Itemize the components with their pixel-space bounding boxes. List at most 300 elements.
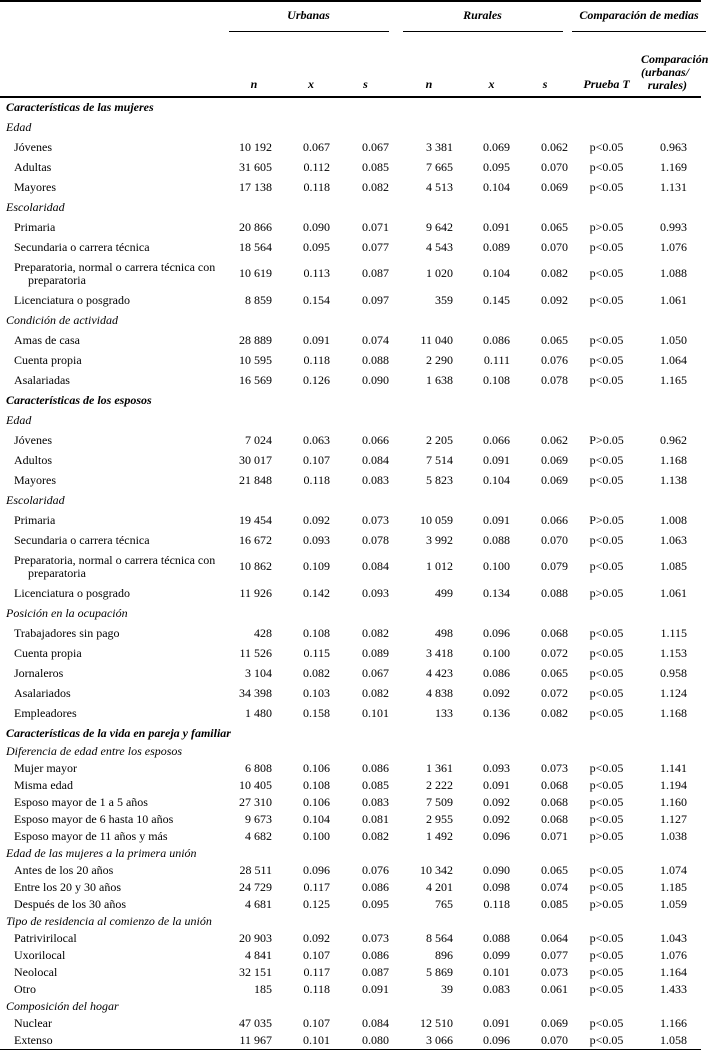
cell-un: 11 526 (239, 645, 272, 660)
cell-un: 6 808 (245, 761, 272, 775)
cell-un: 4 682 (245, 829, 272, 843)
cell-us: 0.074 (362, 332, 390, 347)
cell-us: 0.073 (362, 931, 390, 945)
cell-us: 0.082 (362, 829, 390, 843)
cell-un: 185 (254, 982, 272, 996)
cell-rs: 0.065 (541, 219, 569, 234)
cell-ux: 0.092 (303, 512, 330, 527)
cell-ux: 0.101 (284, 1032, 338, 1049)
cell-pt: p<0.05 (589, 685, 624, 700)
cell-cmp: 1.433 (660, 982, 688, 996)
cell-rx: 0.083 (483, 982, 511, 996)
cell-pt: p<0.05 (589, 532, 624, 547)
cell-us: 0.087 (362, 965, 390, 979)
row-label: Esposo mayor de 1 a 5 años (14, 795, 148, 809)
cell-rn: 359 (435, 292, 454, 307)
cell-rn: 7 514 (426, 452, 454, 467)
row-label: Esposo mayor de 6 hasta 10 años (14, 812, 174, 826)
cell-rx: 0.088 (483, 532, 511, 547)
cell-rn: 4 543 (426, 239, 454, 254)
cell-rx: 0.096 (483, 625, 511, 640)
cell-ux: 0.115 (303, 645, 330, 660)
subsection-heading-row (0, 913, 701, 930)
cell-rx: 0.066 (483, 432, 511, 447)
cell-rn: 896 (435, 948, 454, 962)
cell-ux: 0.092 (303, 931, 330, 945)
row-label: Adultas (14, 159, 52, 174)
cell-rn: 1 012 (426, 559, 454, 573)
cell-rx: 0.092 (483, 795, 511, 809)
row-label: Empleadores (14, 705, 77, 720)
row-label: Patrivirilocal (14, 931, 77, 945)
row-label: Uxorilocal (14, 948, 66, 962)
cell-rs: 0.070 (518, 1032, 572, 1049)
table-row (0, 930, 701, 947)
col-header-n-rurales: n (393, 38, 465, 97)
cell-us: 0.086 (362, 880, 390, 894)
cell-rx: 0.104 (483, 266, 511, 280)
cell-rs: 0.077 (541, 948, 569, 962)
cell-us: 0.097 (362, 292, 390, 307)
cell-rs: 0.088 (541, 585, 569, 600)
table-row (0, 530, 701, 550)
cell-rn: 133 (435, 705, 454, 720)
table-row (0, 450, 701, 470)
cell-rs: 0.069 (541, 472, 569, 487)
cell-cmp: 1.141 (660, 761, 688, 775)
cell-rx: 0.098 (483, 880, 511, 894)
cell-rn: 1 361 (426, 761, 454, 775)
cell-ux: 0.108 (303, 625, 330, 640)
table-row (0, 981, 701, 998)
col-header-prueba-t: Prueba T (572, 38, 641, 97)
row-label: Trabajadores sin pago (14, 625, 120, 640)
cell-us: 0.066 (362, 432, 390, 447)
table-row (0, 510, 701, 530)
row-label: Jóvenes (14, 139, 52, 154)
cell-un: 20 866 (239, 219, 272, 234)
cell-cmp: 0.993 (660, 219, 688, 234)
table-row (0, 430, 701, 450)
cell-ux: 0.104 (303, 812, 330, 826)
cell-rn: 3 381 (426, 139, 454, 154)
cell-ux: 0.126 (303, 372, 330, 387)
cell-pt: p>0.05 (589, 897, 624, 911)
cell-cmp: 1.131 (660, 179, 688, 194)
cell-pt: p<0.05 (589, 372, 624, 387)
cell-us: 0.088 (362, 352, 390, 367)
cell-rs: 0.069 (541, 1016, 569, 1030)
cell-pt: p>0.05 (589, 585, 624, 600)
cell-rx: 0.090 (483, 863, 511, 877)
row-label: Antes de los 20 años (14, 863, 114, 877)
cell-pt: p<0.05 (589, 452, 624, 467)
cell-un: 28 511 (239, 863, 272, 877)
cell-un: 1 480 (245, 705, 272, 720)
cell-pt: p<0.05 (589, 559, 624, 573)
cell-un: 19 454 (239, 512, 272, 527)
cell-un: 17 138 (239, 179, 272, 194)
cell-rx: 0.096 (465, 1032, 518, 1049)
cell-rx: 0.099 (483, 948, 511, 962)
cell-rs: 0.068 (541, 778, 569, 792)
cell-us: 0.071 (362, 219, 390, 234)
cell-pt: p<0.05 (589, 179, 624, 194)
cell-cmp: 1.194 (660, 778, 688, 792)
cell-cmp: 1.138 (660, 472, 688, 487)
cell-ux: 0.117 (303, 965, 330, 979)
cell-ux: 0.108 (303, 778, 330, 792)
cell-rx: 0.088 (483, 931, 511, 945)
cell-rn: 8 564 (426, 931, 454, 945)
cell-rx: 0.100 (483, 645, 511, 660)
cell-rn: 10 342 (420, 863, 454, 877)
cell-ux: 0.106 (303, 795, 330, 809)
cell-ux: 0.118 (303, 352, 330, 367)
cell-rx: 0.104 (483, 472, 511, 487)
cell-rx: 0.118 (483, 897, 511, 911)
cell-rs: 0.064 (541, 931, 569, 945)
cell-ux: 0.091 (303, 332, 330, 347)
cell-rn: 39 (441, 982, 454, 996)
table-row (0, 237, 701, 257)
cell-us: 0.086 (362, 948, 390, 962)
cell-pt: p>0.05 (589, 219, 624, 234)
cell-pt: P>0.05 (589, 432, 624, 447)
row-label: Secundaria o carrera técnica (14, 532, 150, 547)
cell-rx: 0.091 (483, 219, 511, 234)
cell-pt: p<0.05 (589, 795, 624, 809)
cell-cmp: 1.088 (660, 266, 688, 280)
cell-pt: p<0.05 (589, 332, 624, 347)
cell-rn: 2 955 (426, 812, 454, 826)
cell-rs: 0.070 (541, 159, 569, 174)
cell-un: 21 848 (239, 472, 272, 487)
row-label: Escolaridad (6, 492, 65, 507)
table-row (0, 862, 701, 879)
col-header-s-urbanas: s (338, 38, 393, 97)
cell-ux: 0.109 (303, 559, 330, 573)
cell-cmp: 1.074 (660, 863, 688, 877)
cell-pt: p<0.05 (589, 665, 624, 680)
cell-us: 0.082 (362, 685, 390, 700)
table-row (0, 1015, 701, 1032)
cell-rs: 0.071 (541, 829, 569, 843)
row-label: Jóvenes (14, 432, 52, 447)
cell-rx: 0.091 (483, 512, 511, 527)
row-label: Diferencia de edad entre los esposos (6, 744, 183, 758)
cell-pt: p<0.05 (589, 761, 624, 775)
table-row (0, 663, 701, 683)
row-label: Edad (6, 119, 32, 134)
cell-cmp: 1.064 (660, 352, 688, 367)
cell-rx: 0.100 (483, 559, 511, 573)
cell-ux: 0.096 (303, 863, 330, 877)
cell-pt: p<0.05 (589, 863, 624, 877)
cell-rx: 0.089 (483, 239, 511, 254)
cell-cmp: 0.962 (660, 432, 688, 447)
cell-rs: 0.079 (541, 559, 569, 573)
row-label: Cuenta propia (14, 352, 82, 367)
cell-us: 0.076 (362, 863, 390, 877)
cell-us: 0.077 (362, 239, 390, 254)
cell-us: 0.080 (338, 1032, 393, 1049)
cell-cmp: 1.185 (660, 880, 688, 894)
table-row (0, 643, 701, 663)
cell-rx: 0.092 (483, 812, 511, 826)
cell-un: 20 903 (239, 931, 272, 945)
cell-pt: p<0.05 (589, 139, 624, 154)
row-label: Asalariados (14, 685, 71, 700)
cell-rn: 2 205 (426, 432, 454, 447)
cell-pt: p<0.05 (589, 778, 624, 792)
table-row (0, 157, 701, 177)
cell-un: 24 729 (239, 880, 272, 894)
cell-rx: 0.096 (483, 829, 511, 843)
row-label: Asalariadas (14, 372, 70, 387)
cell-pt: p<0.05 (589, 472, 624, 487)
cell-un: 11 967 (224, 1032, 284, 1049)
group-rurales: Rurales (393, 1, 572, 38)
cell-un: 7 024 (245, 432, 272, 447)
cell-ux: 0.125 (303, 897, 330, 911)
cell-ux: 0.113 (303, 266, 330, 280)
col-header-n-urbanas: n (224, 38, 284, 97)
cell-pt: p<0.05 (589, 982, 624, 996)
cell-cmp: 1.038 (660, 829, 688, 843)
cell-rn: 2 222 (426, 778, 454, 792)
cell-pt: p>0.05 (589, 829, 624, 843)
cell-us: 0.084 (362, 452, 390, 467)
cell-ux: 0.100 (303, 829, 330, 843)
cell-rs: 0.082 (541, 705, 569, 720)
row-label: Posición en la ocupación (6, 605, 128, 620)
cell-rn: 12 510 (420, 1016, 454, 1030)
cell-rs: 0.065 (541, 665, 569, 680)
cell-pt: p<0.05 (589, 159, 624, 174)
cell-us: 0.085 (362, 159, 390, 174)
row-label: Cuenta propia (14, 645, 82, 660)
cell-rn: 1 020 (426, 266, 454, 280)
cell-rn: 1 638 (426, 372, 454, 387)
cell-cmp: 1.153 (660, 645, 688, 660)
cell-rn: 5 823 (426, 472, 454, 487)
cell-rx: 0.104 (483, 179, 511, 194)
cell-ux: 0.154 (303, 292, 330, 307)
cell-ux: 0.090 (303, 219, 330, 234)
cell-us: 0.087 (362, 266, 390, 280)
cell-cmp: 1.166 (660, 1016, 688, 1030)
cell-rs: 0.068 (541, 812, 569, 826)
cell-un: 10 192 (239, 139, 272, 154)
cell-ux: 0.118 (303, 982, 330, 996)
cell-us: 0.089 (362, 645, 390, 660)
subsection-heading-row (0, 845, 701, 862)
subsection-heading-row (0, 197, 701, 217)
cell-un: 4 681 (245, 897, 272, 911)
cell-rn: 4 201 (426, 880, 454, 894)
cell-un: 9 673 (245, 812, 272, 826)
cell-un: 16 672 (239, 532, 272, 547)
row-label: Mujer mayor (14, 761, 77, 775)
table-row (0, 777, 701, 794)
section-heading-row (0, 723, 701, 743)
cell-cmp: 1.076 (660, 948, 688, 962)
row-label: Otro (14, 982, 36, 996)
row-label: Adultos (14, 452, 53, 467)
cell-ux: 0.142 (303, 585, 330, 600)
cell-rs: 0.072 (541, 685, 569, 700)
cell-rn: 1 492 (426, 829, 454, 843)
group-comparacion: Comparación de medias (572, 1, 701, 38)
col-header-x-urbanas: x (284, 38, 338, 97)
subsection-heading-row (0, 603, 701, 623)
cell-rn: 4 423 (426, 665, 454, 680)
cell-rs: 0.078 (541, 372, 569, 387)
cell-us: 0.086 (362, 761, 390, 775)
cell-ux: 0.117 (303, 880, 330, 894)
cell-pt: P>0.05 (589, 512, 624, 527)
cell-pt: p<0.05 (589, 948, 624, 962)
cell-rs: 0.073 (541, 965, 569, 979)
row-label: Misma edad (14, 778, 73, 792)
cell-rs: 0.082 (541, 266, 569, 280)
cell-cmp: 1.050 (660, 332, 688, 347)
cell-rn: 9 642 (426, 219, 454, 234)
cell-cmp: 1.168 (660, 452, 688, 467)
row-label: Entre los 20 y 30 años (14, 880, 121, 894)
cell-ux: 0.067 (303, 139, 330, 154)
cell-un: 47 035 (239, 1016, 272, 1030)
cell-us: 0.095 (362, 897, 390, 911)
row-label: Licenciatura o posgrado (14, 292, 130, 307)
cell-rn: 498 (435, 625, 454, 640)
cell-ux: 0.118 (303, 472, 330, 487)
table-row (0, 896, 701, 913)
cell-rx: 0.091 (483, 778, 511, 792)
subsection-heading-row (0, 410, 701, 430)
row-label: Tipo de residencia al comienzo de la unión (6, 914, 212, 928)
cell-un: 10 405 (239, 778, 272, 792)
cell-un: 10 595 (239, 352, 272, 367)
row-label: Licenciatura o posgrado (14, 585, 130, 600)
cell-pt: p<0.05 (589, 812, 624, 826)
subsection-heading-row (0, 310, 701, 330)
row-label: Escolaridad (6, 199, 65, 214)
cell-rx: 0.136 (483, 705, 511, 720)
cell-un: 428 (254, 625, 272, 640)
cell-ux: 0.063 (303, 432, 330, 447)
cell-un: 18 564 (239, 239, 272, 254)
cell-ux: 0.106 (303, 761, 330, 775)
cell-cmp: 1.160 (660, 795, 688, 809)
cell-cmp: 1.164 (660, 965, 688, 979)
cell-us: 0.085 (362, 778, 390, 792)
subsection-heading-row (0, 998, 701, 1015)
cell-rx: 0.145 (483, 292, 511, 307)
cell-pt: p<0.05 (589, 880, 624, 894)
cell-rs: 0.068 (541, 795, 569, 809)
cell-rs: 0.069 (541, 452, 569, 467)
cell-cmp: 1.076 (660, 239, 688, 254)
cell-rn: 11 040 (420, 332, 454, 347)
subsection-heading-row (0, 490, 701, 510)
cell-us: 0.078 (362, 532, 390, 547)
cell-us: 0.082 (362, 179, 390, 194)
cell-rx: 0.091 (483, 452, 511, 467)
cell-rs: 0.070 (541, 532, 569, 547)
cell-pt: p<0.05 (589, 352, 624, 367)
table-row (0, 550, 701, 583)
cell-ux: 0.082 (303, 665, 330, 680)
cell-us: 0.084 (362, 559, 390, 573)
cell-rx: 0.086 (483, 665, 511, 680)
cell-us: 0.091 (362, 982, 390, 996)
cell-rx: 0.134 (483, 585, 511, 600)
header-column-row (0, 38, 701, 97)
table-row (0, 811, 701, 828)
cell-ux: 0.118 (303, 179, 330, 194)
cell-us: 0.082 (362, 625, 390, 640)
row-label: Secundaria o carrera técnica (14, 239, 150, 254)
cell-ux: 0.112 (303, 159, 330, 174)
cell-us: 0.067 (362, 665, 390, 680)
table-row (0, 794, 701, 811)
table-row (0, 470, 701, 490)
cell-cmp: 1.008 (660, 512, 688, 527)
cell-un: 27 310 (239, 795, 272, 809)
subsection-heading-row (0, 743, 701, 760)
cell-rx: 0.069 (483, 139, 511, 154)
cell-rn: 3 418 (426, 645, 454, 660)
cell-un: 4 841 (245, 948, 272, 962)
row-label: Neolocal (14, 965, 58, 979)
table-row (0, 177, 701, 197)
cell-rn: 7 509 (426, 795, 454, 809)
col-header-x-rurales: x (465, 38, 518, 97)
cell-ux: 0.158 (303, 705, 330, 720)
cell-cmp: 1.059 (660, 897, 688, 911)
cell-us: 0.073 (362, 512, 390, 527)
table-row (0, 290, 701, 310)
cell-pt: p<0.05 (589, 645, 624, 660)
section-heading-row (0, 97, 701, 117)
cell-rx: 0.091 (483, 1016, 511, 1030)
cell-un: 3 104 (245, 665, 272, 680)
cell-un: 34 398 (239, 685, 272, 700)
cell-us: 0.081 (362, 812, 390, 826)
cell-pt: p<0.05 (589, 705, 624, 720)
row-label: Edad de las mujeres a la primera unión (6, 846, 197, 860)
cell-cmp: 1.061 (660, 585, 688, 600)
cell-ux: 0.107 (303, 948, 330, 962)
row-label: Esposo mayor de 11 años y más (14, 829, 168, 843)
row-label: Nuclear (14, 1016, 52, 1030)
cell-rx: 0.086 (483, 332, 511, 347)
table-row (0, 137, 701, 157)
cell-us: 0.101 (362, 705, 390, 720)
cell-un: 32 151 (239, 965, 272, 979)
row-label: Edad (6, 412, 32, 427)
cell-rx: 0.108 (483, 372, 511, 387)
cell-us: 0.093 (362, 585, 390, 600)
table-row (0, 370, 701, 390)
cell-rn: 765 (435, 897, 454, 911)
cell-un: 31 605 (239, 159, 272, 174)
cell-cmp: 1.063 (660, 532, 688, 547)
row-label: Jornaleros (14, 665, 64, 680)
row-label: Preparatoria, normal o carrera técnica con preparatoria (14, 259, 216, 287)
